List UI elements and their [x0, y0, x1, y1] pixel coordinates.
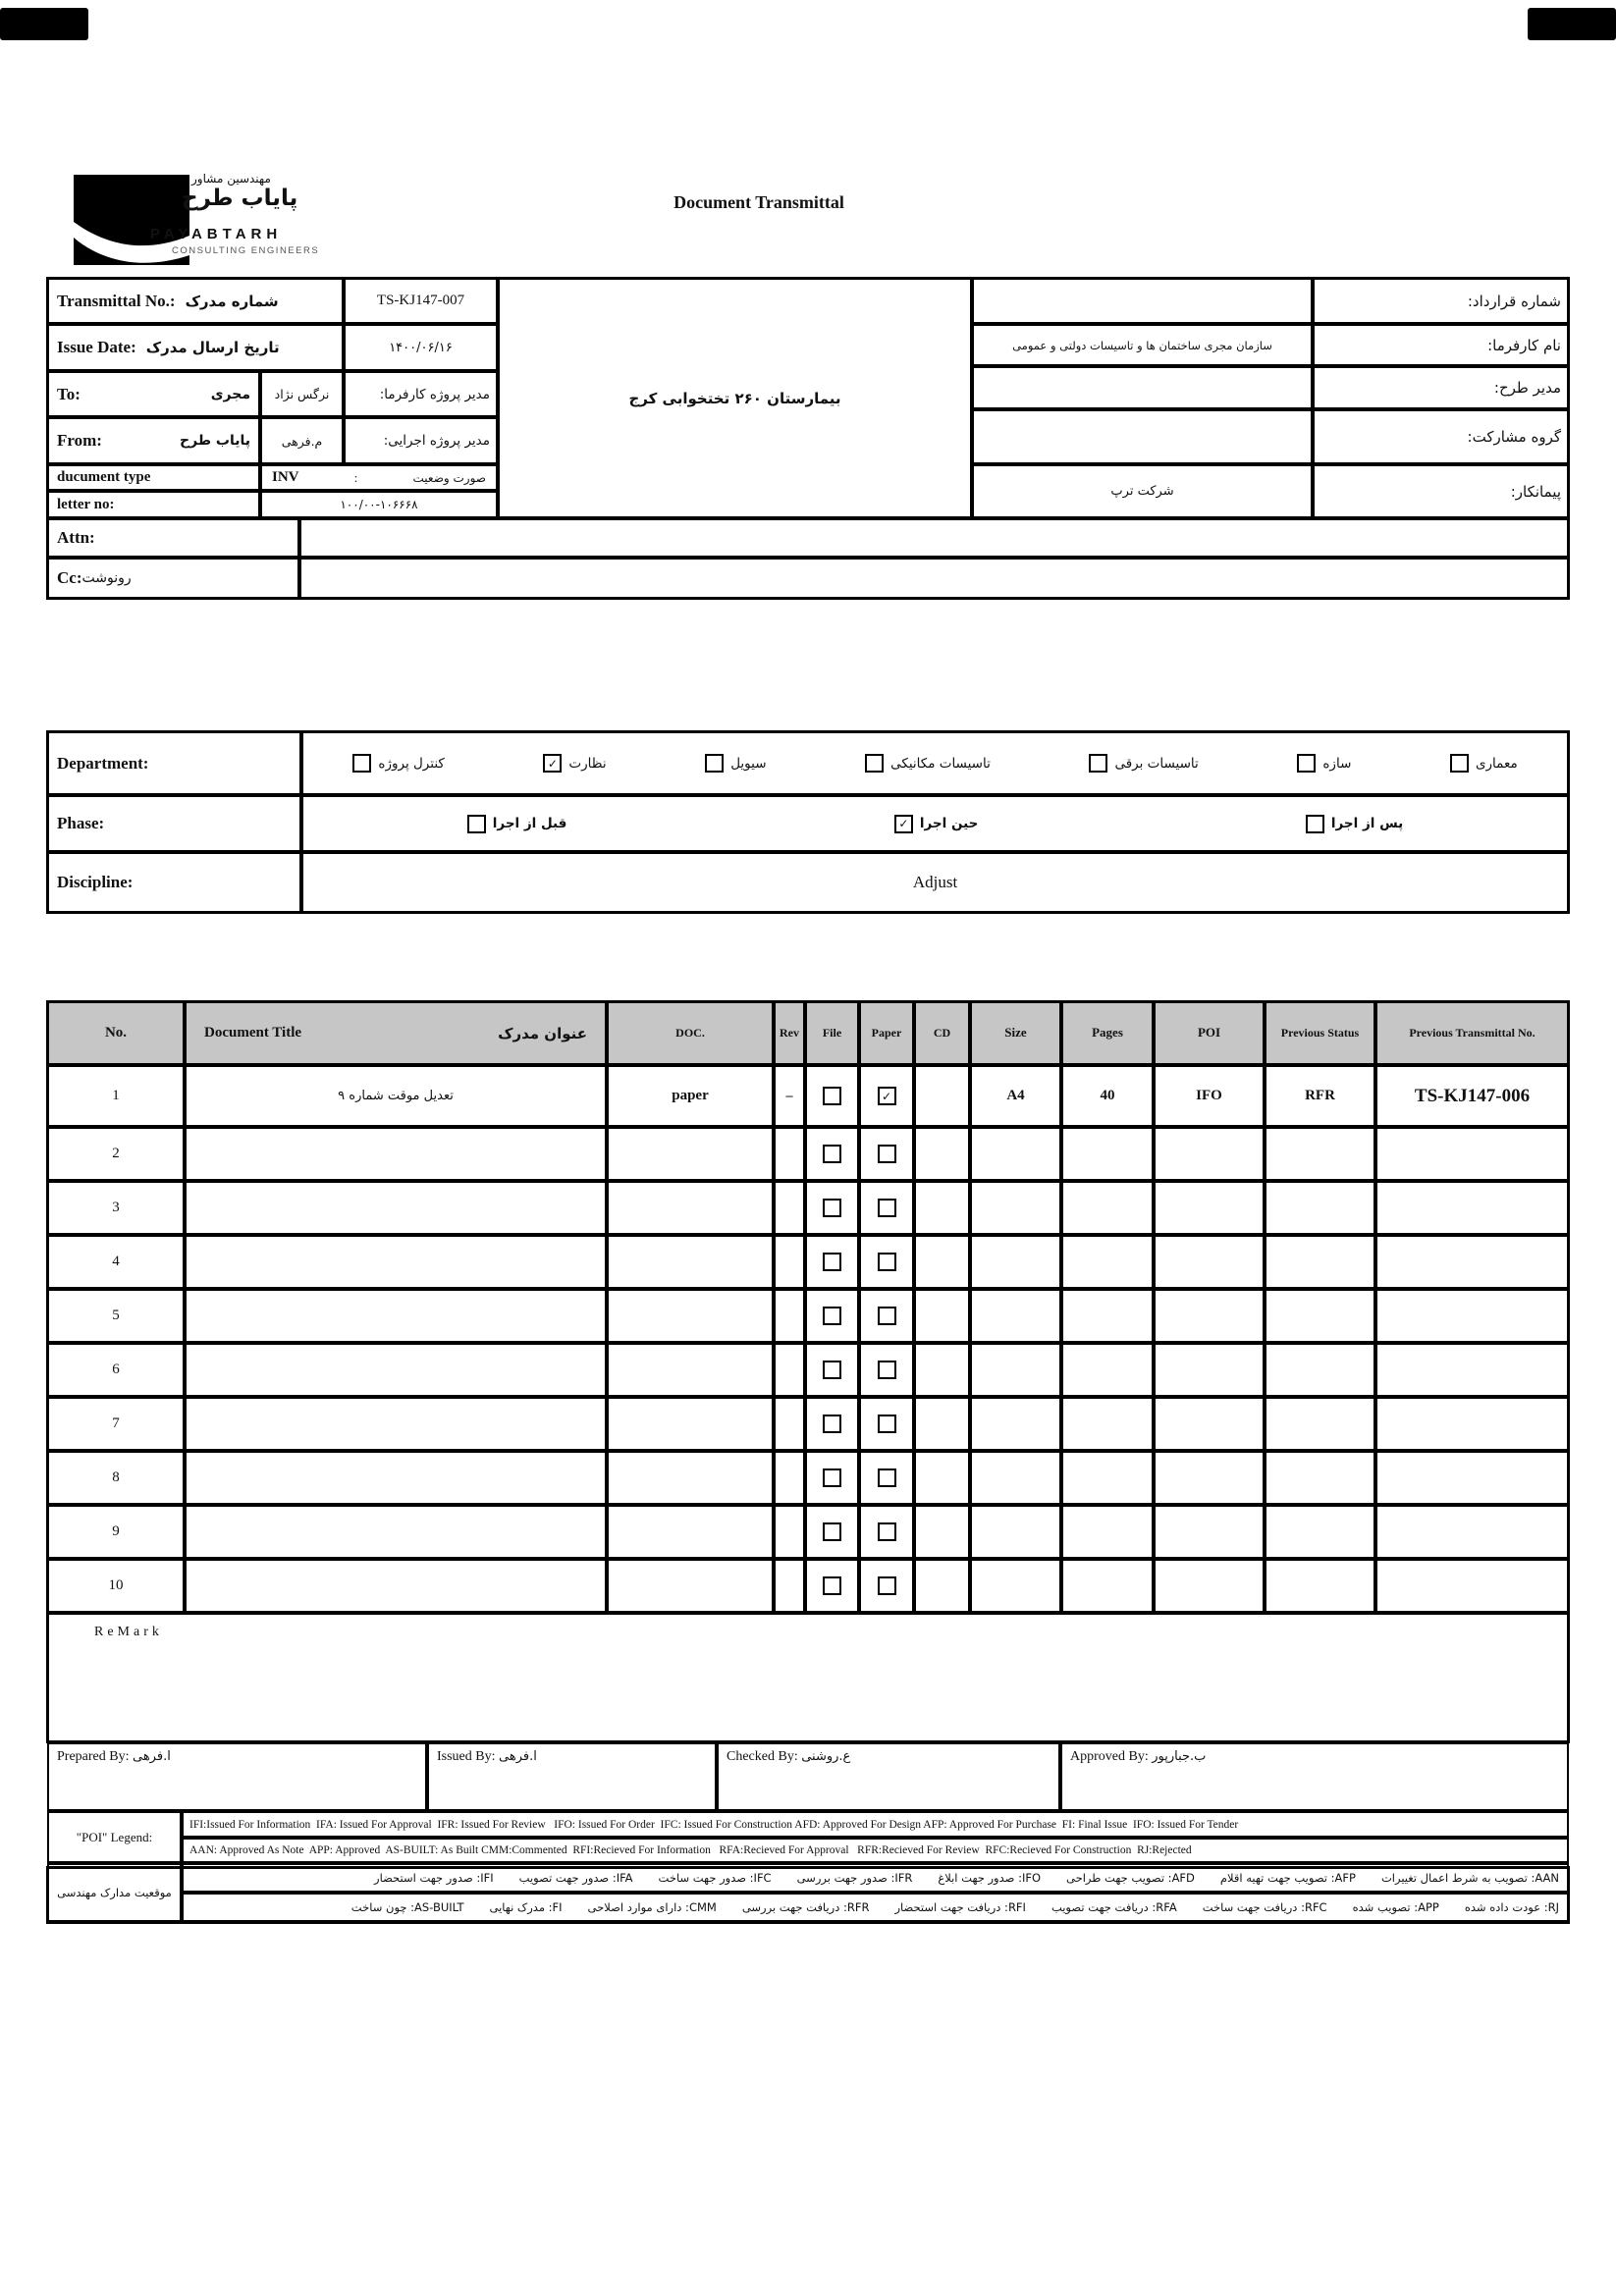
to-cell — [47, 371, 260, 417]
fa-legend-entry: AFD: تصویب جهت طراحی — [1066, 1871, 1195, 1885]
issue-date-value: ۱۴۰۰/۰۶/۱۶ — [344, 324, 498, 371]
row-doc — [607, 1397, 774, 1451]
row-no: 10 — [47, 1559, 185, 1613]
contractor-label: پیمانکار: — [1313, 464, 1569, 518]
fa-legend-entry: FI: مدرک نهایی — [489, 1900, 563, 1914]
row-rev — [774, 1343, 805, 1397]
discipline-value: Adjust — [301, 852, 1569, 913]
cc-value — [299, 558, 1569, 599]
row-doc — [607, 1289, 774, 1343]
row-prev-transmittal: TS-KJ147-006 — [1375, 1065, 1569, 1127]
row-doc — [607, 1505, 774, 1559]
checkbox-file[interactable] — [823, 1253, 841, 1271]
row-title: تعدیل موقت شماره ۹ — [185, 1065, 607, 1127]
row-doc: paper — [607, 1065, 774, 1127]
department-option-label: تاسیسات برقی — [1114, 755, 1199, 772]
row-doc — [607, 1181, 774, 1235]
row-prev-status — [1265, 1505, 1375, 1559]
row-title — [185, 1559, 607, 1613]
company-logo — [74, 172, 339, 280]
transmittal-no-label-en: Transmittal No.: — [57, 291, 176, 310]
col-header-cd: CD — [914, 1001, 970, 1065]
row-poi — [1154, 1127, 1265, 1181]
page-title: Document Transmittal — [673, 192, 844, 212]
row-prev-transmittal — [1375, 1559, 1569, 1613]
checkbox-supervision[interactable] — [543, 754, 562, 773]
from-cell — [47, 417, 260, 464]
department-option — [543, 754, 606, 773]
col-header-pages: Pages — [1061, 1001, 1154, 1065]
issued-by-cell — [427, 1742, 717, 1811]
checkbox-paper[interactable] — [878, 1087, 896, 1105]
department-option — [705, 754, 766, 773]
client-label: نام کارفرما: — [1313, 324, 1569, 366]
department-option — [1450, 754, 1518, 773]
approved-by-label: Approved By: — [1070, 1749, 1149, 1764]
checked-by-name: ع.روشنی — [801, 1749, 851, 1764]
row-poi — [1154, 1181, 1265, 1235]
fa-legend-row1 — [182, 1863, 1569, 1893]
project-name: بیمارستان ۲۶۰ تختخوابی کرج — [498, 278, 972, 518]
row-cd-cell — [914, 1343, 970, 1397]
checkbox-paper[interactable] — [878, 1415, 896, 1433]
row-size — [970, 1289, 1061, 1343]
fa-legend-entry: IFA: صدور جهت تصویب — [518, 1871, 633, 1885]
department-option-label: معماری — [1475, 755, 1518, 772]
row-no: 6 — [47, 1343, 185, 1397]
row-title — [185, 1289, 607, 1343]
row-title — [185, 1127, 607, 1181]
scan-mark-top-right — [1528, 8, 1616, 40]
row-prev-status — [1265, 1235, 1375, 1289]
row-file-cell — [805, 1451, 859, 1505]
row-doc — [607, 1559, 774, 1613]
remark-label: ReMark — [47, 1613, 1569, 1742]
row-title — [185, 1343, 607, 1397]
row-no: 2 — [47, 1127, 185, 1181]
row-cd-cell — [914, 1235, 970, 1289]
row-rev — [774, 1505, 805, 1559]
row-poi — [1154, 1505, 1265, 1559]
checkbox-paper[interactable] — [878, 1145, 896, 1163]
legend-table — [47, 1811, 1569, 1922]
checkbox-paper[interactable] — [878, 1307, 896, 1325]
row-rev — [774, 1397, 805, 1451]
row-doc — [607, 1343, 774, 1397]
row-title — [185, 1451, 607, 1505]
document-type-value: INV — [272, 469, 299, 485]
checkbox-file[interactable] — [823, 1415, 841, 1433]
row-paper-cell — [859, 1505, 914, 1559]
col-header-poi: POI — [1154, 1001, 1265, 1065]
col-header-prev-transmittal: Previous Transmittal No. — [1375, 1001, 1569, 1065]
client-value: سازمان مجری ساختمان ها و تاسیسات دولتی و عمومی — [972, 324, 1313, 366]
row-rev — [774, 1559, 805, 1613]
company-name-en: PAYABTARH — [150, 226, 283, 242]
row-size: A4 — [970, 1065, 1061, 1127]
row-rev — [774, 1127, 805, 1181]
prepared-by-name: ا.فرهی — [132, 1749, 171, 1764]
row-title — [185, 1235, 607, 1289]
company-name-fa: پایاب طرح — [182, 186, 298, 211]
row-no: 1 — [47, 1065, 185, 1127]
row-title — [185, 1181, 607, 1235]
row-poi — [1154, 1235, 1265, 1289]
row-prev-transmittal — [1375, 1289, 1569, 1343]
transmittal-no-label-fa: شماره مدرک — [185, 292, 279, 310]
col-header-prev-status: Previous Status — [1265, 1001, 1375, 1065]
contractor-value: شرکت ترپ — [972, 464, 1313, 518]
checkbox-paper[interactable] — [878, 1361, 896, 1379]
letter-no-value: ۱۰۰/۰۰-۱۰۶۶۶۸ — [260, 491, 498, 518]
cc-label-cell — [47, 558, 299, 599]
col-header-no: No. — [47, 1001, 185, 1065]
row-title — [185, 1505, 607, 1559]
row-paper-cell — [859, 1235, 914, 1289]
col-header-doc: DOC. — [607, 1001, 774, 1065]
issued-by-label: Issued By: — [437, 1749, 496, 1764]
row-file-cell — [805, 1397, 859, 1451]
to-role: مدیر پروژه کارفرما: — [344, 371, 498, 417]
phase-options — [301, 795, 1569, 852]
phase-option — [467, 815, 567, 833]
row-poi — [1154, 1397, 1265, 1451]
fa-legend-entry: APP: تصویب شده — [1352, 1900, 1439, 1914]
row-pages — [1061, 1289, 1154, 1343]
contract-no-value — [972, 278, 1313, 324]
row-paper-cell — [859, 1451, 914, 1505]
phase-option — [894, 815, 978, 833]
row-paper-cell — [859, 1289, 914, 1343]
row-cd-cell — [914, 1559, 970, 1613]
row-size — [970, 1181, 1061, 1235]
col-header-title — [185, 1001, 607, 1065]
col-header-rev: Rev — [774, 1001, 805, 1065]
letter-no-label: letter no: — [47, 491, 260, 518]
row-prev-status: RFR — [1265, 1065, 1375, 1127]
col-header-title-en: Document Title — [204, 1025, 302, 1041]
checkbox-during-execution[interactable] — [894, 815, 913, 833]
checkbox-paper[interactable] — [878, 1468, 896, 1487]
phase-option — [1306, 815, 1403, 833]
fa-legend-entry: IFI: صدور جهت استحضار — [374, 1871, 494, 1885]
fa-legend-entry: AAN: تصویب به شرط اعمال تغییرات — [1380, 1871, 1559, 1885]
to-name: نرگس نژاد — [260, 371, 344, 417]
phase-option-label: قبل از اجرا — [492, 816, 567, 831]
approved-by-cell — [1060, 1742, 1569, 1811]
document-type-value-cell — [260, 464, 498, 491]
row-prev-status — [1265, 1451, 1375, 1505]
row-poi — [1154, 1451, 1265, 1505]
partnership-label: گروه مشارکت: — [1313, 409, 1569, 464]
row-pages — [1061, 1505, 1154, 1559]
row-file-cell — [805, 1181, 859, 1235]
signature-row — [47, 1742, 1569, 1811]
cc-label: Cc: — [57, 568, 82, 587]
department-option — [1089, 754, 1198, 773]
department-option-label: سیویل — [730, 755, 767, 772]
fa-legend-entry: RFA: دریافت جهت تصویب — [1050, 1900, 1177, 1914]
row-paper-cell — [859, 1181, 914, 1235]
row-pages — [1061, 1397, 1154, 1451]
checked-by-label: Checked By: — [727, 1749, 798, 1764]
fa-legend-entry: AS-BUILT: چون ساخت — [350, 1900, 464, 1914]
issue-date-label-fa: تاریخ ارسال مدرک — [145, 339, 280, 356]
department-label: Department: — [47, 731, 301, 795]
prepared-by-label: Prepared By: — [57, 1749, 130, 1764]
row-file-cell — [805, 1505, 859, 1559]
checkbox-paper[interactable] — [878, 1253, 896, 1271]
row-pages — [1061, 1451, 1154, 1505]
checkbox-mechanical[interactable] — [865, 754, 884, 773]
row-pages — [1061, 1235, 1154, 1289]
to-value: مجری — [210, 386, 250, 402]
row-file-cell — [805, 1065, 859, 1127]
department-option — [352, 754, 444, 773]
to-label: To: — [57, 384, 81, 403]
row-file-cell — [805, 1289, 859, 1343]
contract-no-label: شماره قرارداد: — [1313, 278, 1569, 324]
phase-option-label: حین اجرا — [919, 816, 979, 831]
row-pages — [1061, 1559, 1154, 1613]
from-label: From: — [57, 431, 102, 450]
fa-legend-entry: RFI: دریافت جهت استحضار — [894, 1900, 1026, 1914]
poi-legend-row2: AAN: Approved As Note APP: Approved AS-BUILT: As Built CMM:Commented RFI:Recieved For Information RFA:Recieved For Approval RFR:Recieved For Review RFC:Recieved For Construction RJ:Rejected — [182, 1838, 1569, 1863]
row-no: 9 — [47, 1505, 185, 1559]
cc-label-fa: رونوشت — [81, 570, 132, 586]
fa-legend-entry: RFR: دریافت جهت بررسی — [741, 1900, 870, 1914]
checkbox-file[interactable] — [823, 1361, 841, 1379]
row-no: 5 — [47, 1289, 185, 1343]
fa-legend-entry: RFC: دریافت جهت ساخت — [1202, 1900, 1327, 1914]
classification-table — [47, 731, 1569, 913]
row-prev-transmittal — [1375, 1397, 1569, 1451]
row-cd-cell — [914, 1289, 970, 1343]
from-name: م.فرهی — [260, 417, 344, 464]
row-size — [970, 1397, 1061, 1451]
checkmark-icon: ✓ — [898, 817, 909, 830]
row-poi: IFO — [1154, 1065, 1265, 1127]
fa-legend-entry: IFC: صدور جهت ساخت — [658, 1871, 772, 1885]
checkbox-paper[interactable] — [878, 1199, 896, 1217]
row-prev-status — [1265, 1127, 1375, 1181]
company-name-fa-small: مهندسین مشاور — [191, 172, 271, 186]
row-prev-transmittal — [1375, 1235, 1569, 1289]
row-pages — [1061, 1127, 1154, 1181]
department-option-label: کنترل پروژه — [378, 755, 445, 772]
document-type-fa: صورت وضعیت — [412, 470, 486, 485]
department-option-label: سازه — [1322, 755, 1352, 772]
row-no: 8 — [47, 1451, 185, 1505]
col-header-size: Size — [970, 1001, 1061, 1065]
col-header-title-fa: عنوان مدرک — [498, 1024, 587, 1042]
row-rev: – — [774, 1065, 805, 1127]
row-doc — [607, 1235, 774, 1289]
row-size — [970, 1505, 1061, 1559]
company-subtitle-en: CONSULTING ENGINEERS — [172, 245, 320, 256]
fa-legend-entry: AFP: تصویب جهت تهیه اقلام — [1219, 1871, 1356, 1885]
row-paper-cell — [859, 1065, 914, 1127]
documents-table — [47, 1001, 1569, 1742]
checkbox-architecture[interactable] — [1450, 754, 1469, 773]
fa-legend-row2 — [182, 1893, 1569, 1922]
attn-label: Attn: — [47, 518, 299, 558]
row-paper-cell — [859, 1559, 914, 1613]
row-doc — [607, 1127, 774, 1181]
issued-by-name: ا.فرهی — [499, 1749, 537, 1764]
row-prev-transmittal — [1375, 1343, 1569, 1397]
row-rev — [774, 1451, 805, 1505]
checkbox-file[interactable] — [823, 1468, 841, 1487]
phase-option-label: پس از اجرا — [1330, 816, 1404, 831]
row-rev — [774, 1181, 805, 1235]
row-cd-cell — [914, 1127, 970, 1181]
row-size — [970, 1451, 1061, 1505]
from-role: مدیر پروژه اجرایی: — [344, 417, 498, 464]
department-option-label: نظارت — [568, 755, 607, 772]
row-file-cell — [805, 1127, 859, 1181]
design-manager-value — [972, 366, 1313, 409]
department-option — [865, 754, 991, 773]
row-prev-status — [1265, 1397, 1375, 1451]
checkbox-file[interactable] — [823, 1307, 841, 1325]
row-file-cell — [805, 1343, 859, 1397]
row-pages — [1061, 1343, 1154, 1397]
checkbox-civil[interactable] — [705, 754, 724, 773]
poi-legend-label: "POI" Legend: — [47, 1811, 182, 1863]
row-no: 4 — [47, 1235, 185, 1289]
checkbox-file[interactable] — [823, 1087, 841, 1105]
fa-legend-entry: IFO: صدور جهت ابلاغ — [938, 1871, 1042, 1885]
row-paper-cell — [859, 1127, 914, 1181]
row-prev-transmittal — [1375, 1451, 1569, 1505]
header-table — [47, 278, 1569, 599]
design-manager-label: مدیر طرح: — [1313, 366, 1569, 409]
fa-legend-label: موقعیت مدارک مهندسی — [47, 1863, 182, 1922]
row-poi — [1154, 1289, 1265, 1343]
checkbox-file[interactable] — [823, 1522, 841, 1541]
row-poi — [1154, 1559, 1265, 1613]
row-no: 3 — [47, 1181, 185, 1235]
checkbox-structure[interactable] — [1297, 754, 1316, 773]
from-value: پایاب طرح — [180, 433, 250, 449]
row-rev — [774, 1235, 805, 1289]
prepared-by-cell — [47, 1742, 427, 1811]
checkbox-file[interactable] — [823, 1199, 841, 1217]
document-type-label: ducument type — [47, 464, 260, 491]
checkbox-file[interactable] — [823, 1145, 841, 1163]
row-pages — [1061, 1181, 1154, 1235]
checkbox-file[interactable] — [823, 1576, 841, 1595]
row-cd-cell — [914, 1397, 970, 1451]
scan-mark-top-left — [0, 8, 88, 40]
fa-legend-entry: CMM: دارای موارد اصلاحی — [587, 1900, 717, 1914]
department-option — [1297, 754, 1351, 773]
row-paper-cell — [859, 1397, 914, 1451]
row-title — [185, 1397, 607, 1451]
checkbox-electrical[interactable] — [1089, 754, 1107, 773]
row-paper-cell — [859, 1343, 914, 1397]
row-file-cell — [805, 1559, 859, 1613]
row-size — [970, 1127, 1061, 1181]
checkmark-icon: ✓ — [881, 1089, 892, 1103]
attn-value — [299, 518, 1569, 558]
row-size — [970, 1343, 1061, 1397]
checkbox-paper[interactable] — [878, 1576, 896, 1595]
row-prev-status — [1265, 1559, 1375, 1613]
checkbox-after-execution[interactable] — [1306, 815, 1324, 833]
col-header-paper: Paper — [859, 1001, 914, 1065]
checkbox-paper[interactable] — [878, 1522, 896, 1541]
row-prev-status — [1265, 1343, 1375, 1397]
row-cd-cell — [914, 1065, 970, 1127]
checkbox-project-control[interactable] — [352, 754, 371, 773]
transmittal-no-label-cell — [47, 278, 344, 324]
row-prev-status — [1265, 1289, 1375, 1343]
issue-date-label-cell — [47, 324, 344, 371]
fa-legend-entry: IFR: صدور جهت بررسی — [796, 1871, 913, 1885]
row-no: 7 — [47, 1397, 185, 1451]
row-prev-transmittal — [1375, 1505, 1569, 1559]
row-prev-status — [1265, 1181, 1375, 1235]
row-pages: 40 — [1061, 1065, 1154, 1127]
partnership-value — [972, 409, 1313, 464]
row-size — [970, 1235, 1061, 1289]
row-doc — [607, 1451, 774, 1505]
phase-label: Phase: — [47, 795, 301, 852]
department-option-label: تاسیسات مکانیکی — [890, 755, 991, 772]
fa-legend-entry: RJ: عودت داده شده — [1464, 1900, 1559, 1914]
issue-date-label-en: Issue Date: — [57, 338, 136, 356]
document-type-colon: : — [353, 469, 358, 485]
discipline-label: Discipline: — [47, 852, 301, 913]
row-poi — [1154, 1343, 1265, 1397]
checked-by-cell — [717, 1742, 1060, 1811]
row-cd-cell — [914, 1505, 970, 1559]
row-cd-cell — [914, 1181, 970, 1235]
row-file-cell — [805, 1235, 859, 1289]
approved-by-name: ب.جبارپور — [1152, 1749, 1207, 1764]
department-options — [301, 731, 1569, 795]
checkmark-icon: ✓ — [547, 756, 558, 771]
row-prev-transmittal — [1375, 1181, 1569, 1235]
transmittal-no-value: TS-KJ147-007 — [344, 278, 498, 324]
row-rev — [774, 1289, 805, 1343]
poi-legend-row1: IFI:Issued For Information IFA: Issued For Approval IFR: Issued For Review IFO: Issued For Order IFC: Issued For Construction AFD: Approved For Design AFP: Approved For Purchase FI: Final Issue IFO: Issued For Tender — [182, 1811, 1569, 1838]
col-header-file: File — [805, 1001, 859, 1065]
checkbox-before-execution[interactable] — [467, 815, 486, 833]
row-size — [970, 1559, 1061, 1613]
row-cd-cell — [914, 1451, 970, 1505]
row-prev-transmittal — [1375, 1127, 1569, 1181]
